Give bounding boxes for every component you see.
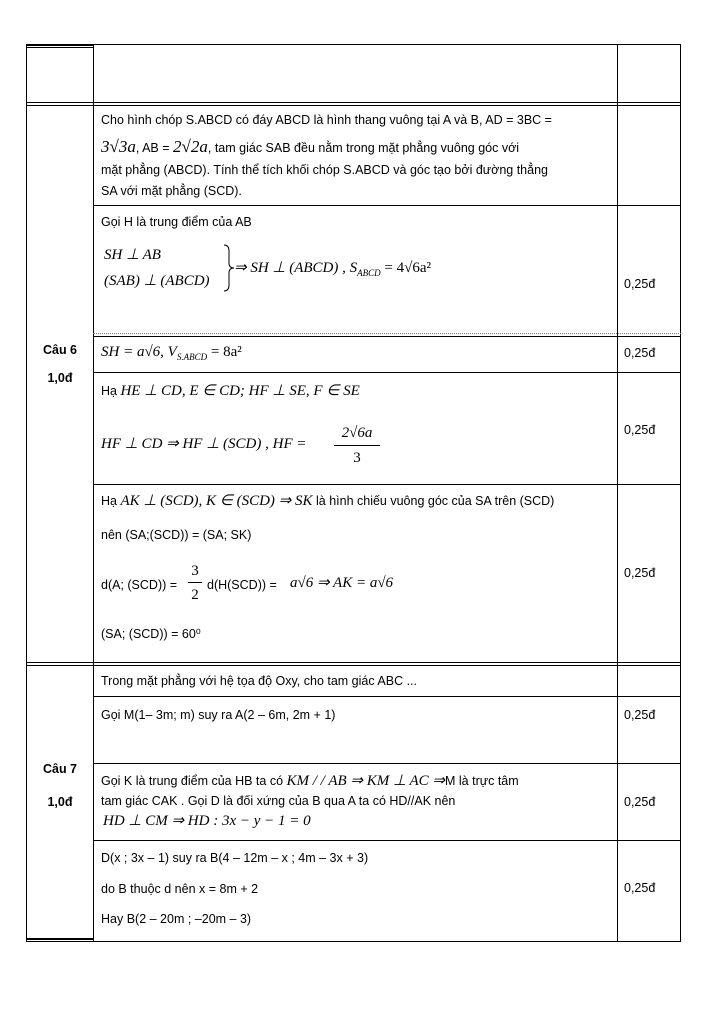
system-line-1: SH ⊥ AB (104, 247, 161, 263)
step4-line-1: Hạ AK ⊥ (SCD), K ∈ (SCD) ⇒ SK là hình chiếu vuông góc của SA trên (SCD) (101, 493, 555, 509)
cau7-step2-line-1: Gọi K là trung điểm của HB ta có KM / / AB ⇒ KM ⊥ AC ⇒M là trực tâm (101, 773, 519, 789)
cau6-points: 1,0đ (47, 371, 73, 385)
fraction-bar (334, 445, 380, 446)
ab-value: 2√2a (173, 137, 208, 156)
step3-score: 0,25đ (624, 423, 656, 437)
cau7-problem: Trong mặt phẳng với hệ tọa độ Oxy, cho tam giác ABC ... (101, 674, 417, 688)
step4-line-2: nên (SA;(SCD)) = (SA; SK) (101, 528, 252, 542)
hf-denominator: 3 (353, 450, 361, 466)
problem-line-3: mặt phẳng (ABCD). Tính thể tích khối chóp S.ABCD và góc tạo bởi đường thẳng (101, 163, 548, 177)
problem-line-1: Cho hình chóp S.ABCD có đáy ABCD là hình thang vuông tại A và B, AD = 3BC = (101, 113, 552, 127)
cau7-step3-line-1: D(x ; 3x – 1) suy ra B(4 – 12m – x ; 4m – 3x + 3) (101, 851, 369, 865)
step1-score: 0,25đ (624, 277, 656, 291)
ab-label: , AB = (135, 141, 170, 155)
step4-angle: (SA; (SCD)) = 60⁰ (101, 627, 201, 641)
cau7-step2-line-3: HD ⊥ CM ⇒ HD : 3x − y − 1 = 0 (103, 813, 311, 829)
step4-ak-formula: a√6 ⇒ AK = a√6 (290, 575, 394, 591)
step2-score: 0,25đ (624, 346, 656, 360)
hf-numerator: 2√6a (341, 425, 373, 441)
step2-formula: SH = a√6, $V_{S.ABCD} = 8a^2$ (101, 344, 242, 362)
ad-value: 3√3a (101, 137, 136, 156)
cau7-step2-score: 0,25đ (624, 795, 656, 809)
step1-text: Gọi H là trung điểm của AB (101, 215, 252, 229)
cau7-step3-score: 0,25đ (624, 881, 656, 895)
problem-line-2 (101, 137, 519, 157)
cau7-step1-score: 0,25đ (624, 708, 656, 722)
ratio-denominator: 2 (191, 587, 199, 603)
problem-line-4: SA với mặt phẳng (SCD). (101, 184, 242, 198)
cau7-points: 1,0đ (47, 795, 73, 809)
cau7-step3-line-3: Hay B(2 – 20m ; –20m – 3) (101, 912, 252, 926)
step1-conclusion: ⇒ SH ⊥ (ABCD) , $S_{ABCD} = 4√6a^2$ (234, 260, 431, 278)
step3-line-2: HF ⊥ CD ⇒ HF ⊥ (SCD) , HF = (101, 436, 307, 452)
cau7-label: Câu 7 (42, 762, 78, 776)
cau6-label: Câu 6 (42, 343, 78, 357)
step4-score: 0,25đ (624, 566, 656, 580)
ratio-bar (188, 582, 202, 583)
step4-distance-label: d(A; (SCD)) = (101, 578, 178, 592)
cau7-step2-line-2: tam giác CAK . Gọi D là đối xứng của B qua A ta có HD//AK nên (101, 794, 456, 808)
system-line-2: (SAB) ⊥ (ABCD) (104, 273, 210, 289)
step4-distance-h: d(H(SCD)) = (207, 578, 277, 592)
problem-line-2-rest: , tam giác SAB đều nằm trong mặt phẳng vuông góc với (207, 141, 520, 155)
ratio-numerator: 3 (191, 563, 199, 579)
step3-line-1: Hạ HE ⊥ CD, E ∈ CD; HF ⊥ SE, F ∈ SE (101, 383, 360, 399)
cau7-step3-line-2: do B thuộc d nên x = 8m + 2 (101, 882, 259, 896)
cau7-step1-text: Gọi M(1– 3m; m) suy ra A(2 – 6m, 2m + 1) (101, 708, 336, 722)
